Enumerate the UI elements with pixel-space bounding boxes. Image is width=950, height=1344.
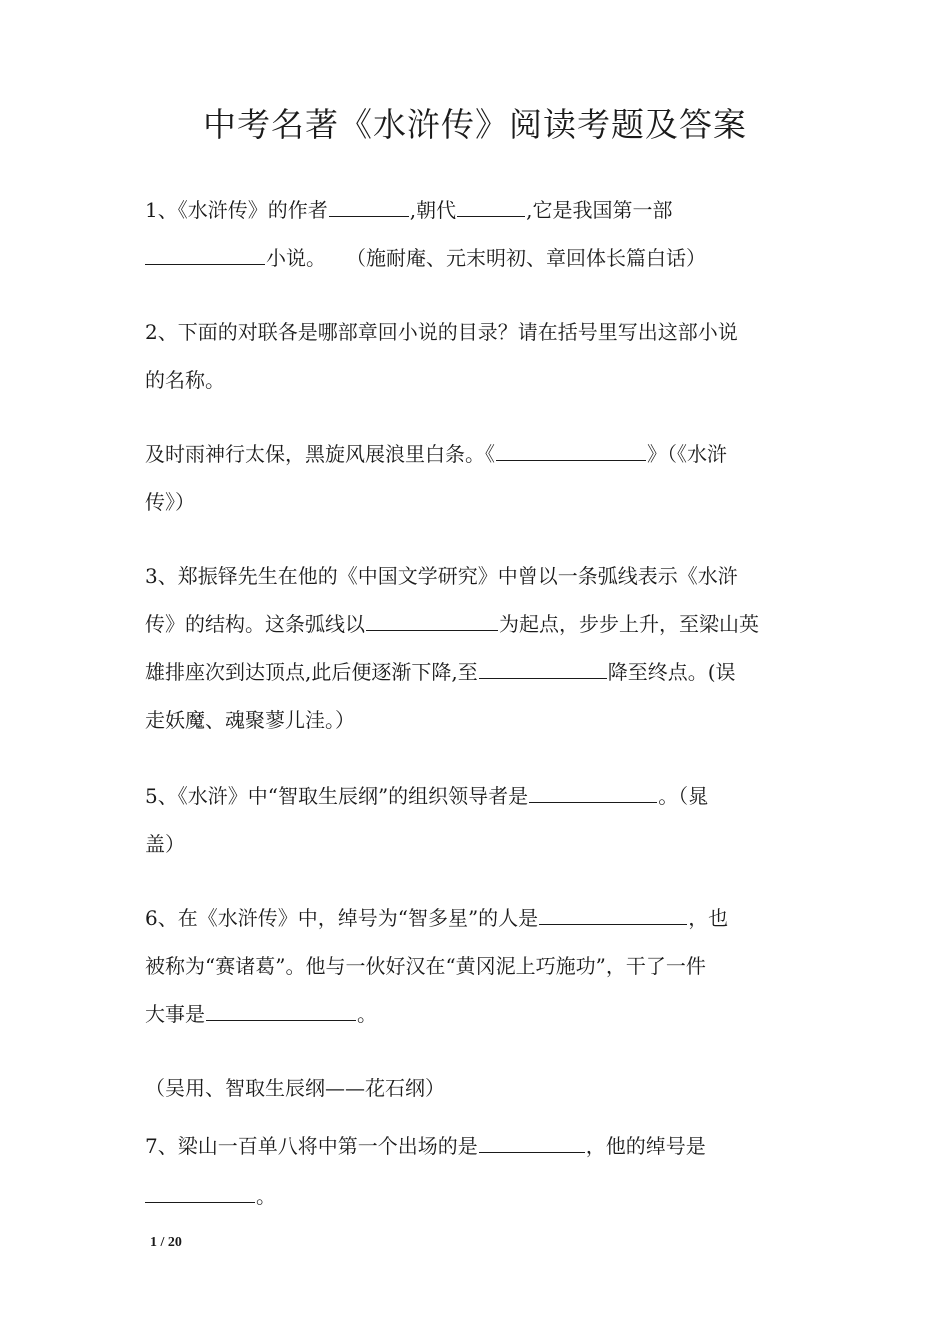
- question-5-line-2: 盖）: [145, 832, 185, 856]
- question-6-text-d: 。: [357, 1002, 377, 1026]
- question-7-text-b: ，他的绰号是: [585, 1134, 706, 1158]
- question-1-text-a: 1、《水浒传》的作者: [145, 198, 328, 222]
- question-3-line-3: [145, 658, 736, 686]
- question-2-line-3: [145, 440, 727, 468]
- question-5-blank-leader[interactable]: [529, 782, 657, 803]
- page-indicator: 1 / 20: [150, 1235, 182, 1250]
- question-1-blank-genre[interactable]: [145, 244, 265, 265]
- question-3-blank-end[interactable]: [479, 658, 607, 679]
- question-6-line-2: 被称为“赛诸葛”。他与一伙好汉在“黄冈泥上巧施功”，干了一件: [145, 954, 706, 978]
- question-5-text-b: 。（晁: [658, 784, 709, 808]
- question-1-line-2: [145, 244, 706, 272]
- question-1-text-b: ,朝代: [409, 198, 457, 222]
- question-7-line-1: [145, 1132, 706, 1160]
- question-6-line-1: [145, 904, 728, 932]
- question-1-text-d: 小说。: [266, 246, 326, 270]
- question-1-text-c: ,它是我国第一部: [526, 198, 673, 222]
- question-6-text-c: 大事是: [145, 1002, 205, 1026]
- question-3-line-1: 3、郑振铎先生在他的《中国文学研究》中曾以一条弧线表示《水浒: [145, 564, 738, 588]
- question-3-blank-start[interactable]: [366, 610, 498, 631]
- question-7-text-a: 7、梁山一百单八将中第一个出场的是: [145, 1134, 478, 1158]
- question-1-blank-author[interactable]: [329, 196, 409, 217]
- question-6-line-3: [145, 1000, 377, 1028]
- question-7-text-c: 。: [256, 1184, 276, 1208]
- question-3-text-a: 传》的结构。这条弧线以: [145, 612, 365, 636]
- question-1-line-1: [145, 196, 672, 224]
- question-2-line-1: 2、下面的对联各是哪部章回小说的目录？请在括号里写出这部小说: [145, 320, 738, 344]
- question-7-line-2: [145, 1182, 276, 1210]
- question-6-blank-event[interactable]: [206, 1000, 356, 1021]
- question-3-text-b: 为起点，步步上升，至梁山英: [499, 612, 759, 636]
- question-1-blank-dynasty[interactable]: [457, 196, 525, 217]
- question-3-line-2: [145, 610, 759, 638]
- question-6-text-a: 6、在《水浒传》中，绰号为“智多星”的人是: [145, 906, 539, 930]
- question-5-text-a: 5、《水浒》中“智取生辰纲”的组织领导者是: [145, 784, 529, 808]
- question-7-blank-first-hero[interactable]: [479, 1132, 585, 1153]
- question-3-line-4: 走妖魔、魂聚蓼儿洼。）: [145, 708, 355, 732]
- question-7-blank-nickname[interactable]: [145, 1182, 255, 1203]
- question-2-blank-novel[interactable]: [496, 440, 646, 461]
- question-6-answer: （吴用、智取生辰纲——花石纲）: [145, 1076, 445, 1100]
- question-2-text-a: 及时雨神行太保，黑旋风展浪里白条。《: [145, 442, 495, 466]
- question-1-answer: （施耐庵、元末明初、章回体长篇白话）: [346, 246, 706, 270]
- question-2-line-4: 传》）: [145, 490, 195, 514]
- question-2-text-b: 》（《水浒: [647, 442, 727, 466]
- question-3-text-c: 雄排座次到达顶点,此后便逐渐下降,至: [145, 660, 478, 684]
- question-3-text-d: 降至终点。(误: [607, 660, 736, 684]
- question-2-line-2: 的名称。: [145, 368, 225, 392]
- question-5-line-1: [145, 782, 708, 810]
- page-title: 中考名著《水浒传》阅读考题及答案: [203, 105, 747, 144]
- question-6-blank-person[interactable]: [539, 904, 687, 925]
- question-6-text-b: ，也: [688, 906, 729, 930]
